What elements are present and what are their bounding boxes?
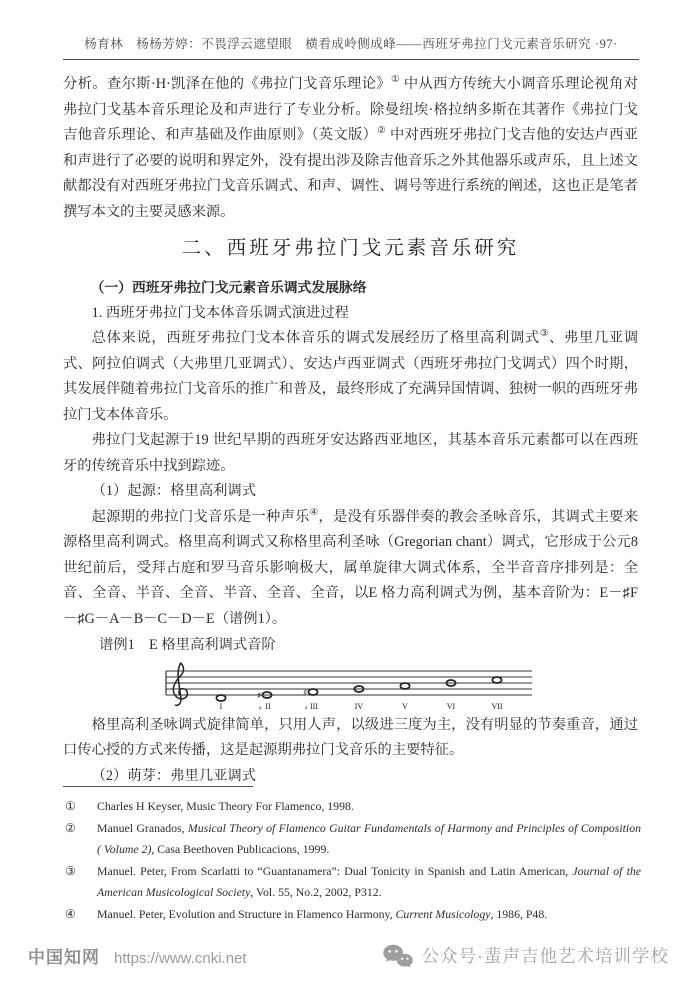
footnote-marker: ② <box>65 820 76 835</box>
footnote-marker: ③ <box>65 863 76 878</box>
numbered-item-1: 1. 西班牙弗拉门戈本体音乐调式演进过程 <box>91 304 349 321</box>
footnote-segment: , Casa Beethoven Publicacions, 1999. <box>151 842 330 856</box>
footnote-rule <box>63 786 253 787</box>
degree-label: VI <box>446 701 456 711</box>
footnote-marker: ④ <box>65 906 76 921</box>
sub-heading-1: （一）西班牙弗拉门戈元素音乐调式发展脉络 <box>90 280 367 295</box>
footnote-segment: Manuel. Peter, From Scarlatti to “Guantanamera”: Dual Tonicity in Spanish and Latin American, <box>97 863 573 878</box>
footnote-marker: ① <box>65 799 76 813</box>
item-sprout: （2）萌芽：弗里几亚调式 <box>91 767 257 784</box>
footnote-segment: Charles H Keyser, Music Theory For Flamenco, 1998. <box>97 799 354 813</box>
degree-label: II <box>265 701 271 711</box>
page-number: ·97· <box>594 37 618 51</box>
section-heading: 二、西班牙弗拉门戈元素音乐研究 <box>181 238 520 259</box>
sharp-icon: ♯ <box>259 704 262 712</box>
sharp-icon: ♯ <box>257 691 262 701</box>
running-header <box>63 34 639 52</box>
footnote-segment: Manuel. Peter, Evolution and Structure in Flamenco Harmony, <box>97 906 396 921</box>
footnote-segment: , 1986, P48. <box>490 906 548 921</box>
footnote-segment: Manuel Granados, <box>97 820 188 835</box>
wechat-account-label: 公众号·蜚声吉他艺术培训学校 <box>421 946 669 966</box>
paragraph-2-text: 总体来说，西班牙弗拉门戈本体音乐的调式发展经历了格里高利调式 <box>91 330 540 346</box>
footnote-text <box>97 818 641 861</box>
degree-label: I <box>219 701 223 711</box>
degree-labels <box>220 702 503 711</box>
footnote-text <box>97 861 641 904</box>
header-rule <box>63 59 639 60</box>
footnote-3 <box>63 861 641 904</box>
footnote-segment-italic: Journal of the American Musicological Society <box>97 863 641 899</box>
footnotes-section <box>63 786 641 925</box>
treble-clef-icon <box>173 663 187 705</box>
degree-label: VII <box>491 701 503 711</box>
paragraph-5: 格里高利圣咏调式旋律简单，只用人声，以级进三度为主，没有明显的节奏重音，通过口传心授的方式来传播，这是起源期弗拉门戈音乐的主要特征。 <box>63 716 638 758</box>
wechat-watermark <box>382 943 669 969</box>
staff-notation <box>163 661 535 713</box>
music-score-example <box>163 661 535 713</box>
footnote-segment-italic: Musical Theory of Flamenco Guitar Fundamentals of Harmony and Principles of Composition ( Volume 2) <box>97 820 642 856</box>
footnote-1 <box>63 796 641 818</box>
footnote-segment: , Vol. 55, No.2, 2002, P312. <box>250 885 382 899</box>
cnki-watermark <box>28 943 247 968</box>
paragraph-1-text: 中对西班牙弗拉门戈吉他的安达卢西亚和声进行了必要的说明和界定外，没有提出涉及除吉他音乐之外其他器乐或声乐，且上述文献都没有对西班牙弗拉门戈音乐调式、和声、调性、调号等进行系统的阐述，这也正是笔者撰写本文的主要灵感来源。 <box>63 127 638 220</box>
paragraph-2-text: 、弗里几亚调式、阿拉伯调式（大弗里几亚调式）、安达卢西亚调式（西班牙弗拉门戈调式）四个时期，其发展伴随着弗拉门戈音乐的推广和普及，最终形成了充满异国情调、独树一帜的西班牙弗拉门戈本体音乐。 <box>63 330 638 423</box>
footnote-2 <box>63 818 641 861</box>
cnki-logo: 中国知网 <box>28 948 100 967</box>
cnki-url: https://www.cnki.net <box>114 950 247 967</box>
footnote-segment-italic: Current Musicology <box>395 906 491 921</box>
sharp-icon: ♯ <box>305 704 308 712</box>
footnote-4 <box>63 904 641 926</box>
paragraph-1-text: 分析。查尔斯·H·凯泽在他的《弗拉门戈音乐理论》 <box>63 76 392 92</box>
wechat-icon <box>382 943 413 969</box>
degree-label: V <box>402 701 408 711</box>
score-caption: 谱例1 E 格里高利调式音阶 <box>99 637 276 653</box>
running-title: 杨育林 杨杨芳婷：不畏浮云遮望眼 横看成岭侧成峰——西班牙弗拉门戈元素音乐研究 <box>84 37 592 51</box>
article-body <box>63 72 638 788</box>
footnote-text <box>97 904 641 926</box>
paragraph-3: 弗拉门戈起源于19 世纪早期的西班牙安达路西亚地区，其基本音乐元素都可以在西班牙的传统音乐中找到踪迹。 <box>63 432 638 474</box>
sharp-icon: ♯ <box>303 688 308 698</box>
paragraph-4 <box>63 505 638 633</box>
degree-label: III <box>310 701 318 711</box>
degree-label: IV <box>354 701 364 711</box>
paragraph-2 <box>63 326 638 428</box>
footer-bar <box>0 928 699 983</box>
paragraph-1 <box>63 72 638 225</box>
paragraph-4-text: ，是没有乐器伴奏的教会圣咏音乐，其调式主要来源格里高利调式。格里高利调式又称格里高利圣咏（Gregorian chant）调式，它形成于公元8 世纪前后，受拜占庭和罗马音乐影响极大，属单旋律大调式体系，全半音音序排列是：全音、全音、半音、全音、半音、全音、全音，以E 格力高利调式为例，基本音阶为：E－♯F－♯G－A－B－C－D－E（谱例1）。 <box>63 508 638 627</box>
footnote-ref-4: ④ <box>309 507 319 518</box>
item-origin: （1）起源：格里高利调式 <box>91 483 257 499</box>
footnote-ref-1: ① <box>391 75 400 86</box>
staff-lines <box>166 671 532 695</box>
paragraph-1-text: 中从西方传统大小调音乐理论视角对弗拉门戈基本音乐理论及和声进行了专业分析。除曼纽埃·格拉纳多斯在其著作《弗拉门戈吉他音乐理论、和声基础及作曲原则》（英文版） <box>63 76 638 143</box>
footnote-ref-3: ③ <box>539 329 549 340</box>
footnote-ref-2: ② <box>377 126 387 137</box>
paragraph-4-text: 起源期的弗拉门戈音乐是一种声乐 <box>91 508 310 525</box>
footnote-text <box>97 796 641 818</box>
